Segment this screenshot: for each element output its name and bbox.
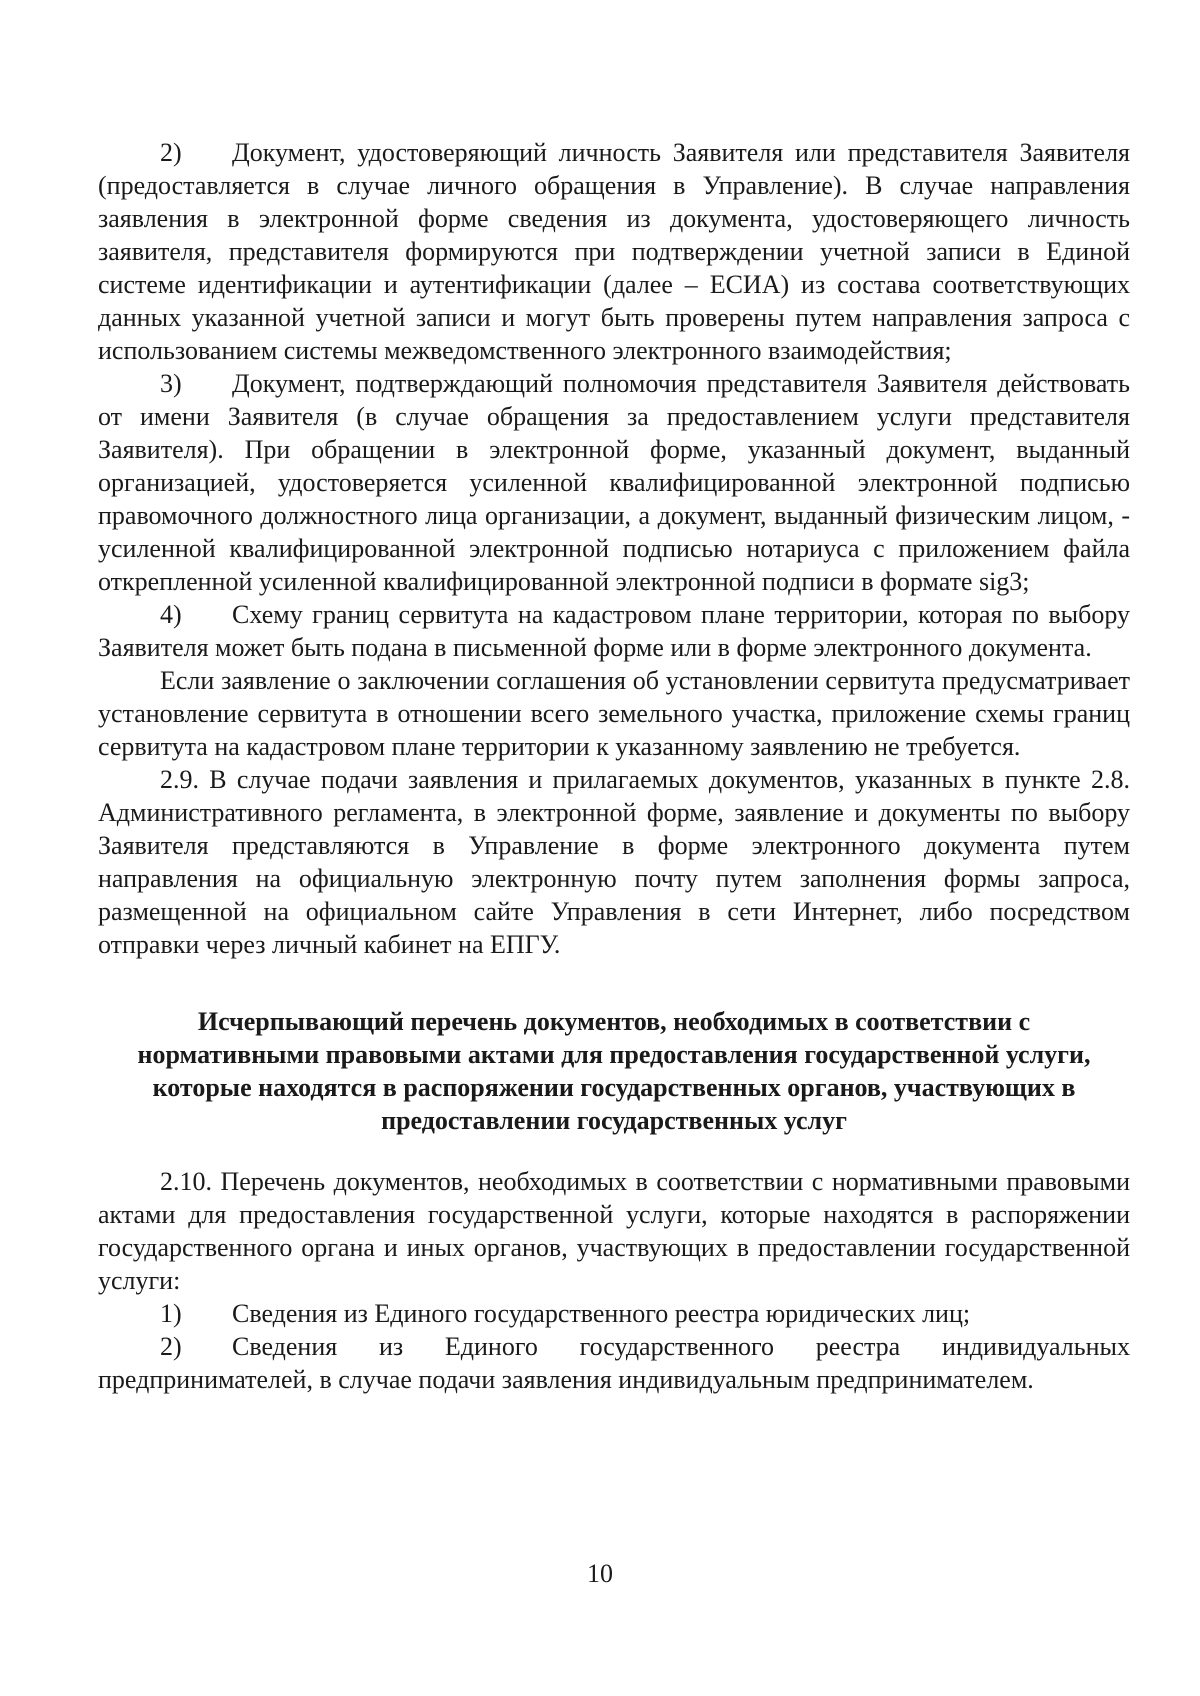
list-number: 1) [160, 1299, 182, 1328]
paragraph-2-9: 2.9. В случае подачи заявления и прилагаемых документов, указанных в пункте 2.8. Административного регламента, в электронной форме, заявление и документы по выбору Заявителя представляются в Управление в форме электронного документа путем направления на официальную электронную почту путем заполнения формы запроса, размещенной на официальном сайте Управления в сети Интернет, либо посредством отправки через личный кабинет на ЕПГУ. [98, 765, 1130, 959]
list-number: 2) [160, 1332, 182, 1361]
list-item-2-entrepreneurs-register [98, 1330, 1130, 1396]
section-spacer [98, 1137, 1130, 1165]
list-item-text: Сведения из Единого государственного реестра индивидуальных предпринимателей, в случае подачи заявления индивидуальным предпринимателем. [98, 1332, 1130, 1394]
list-item-3-authority-document [98, 367, 1130, 598]
list-item-text: Сведения из Единого государственного реестра юридических лиц; [232, 1299, 971, 1328]
list-number: 2) [160, 138, 182, 167]
paragraph-servitude-note: Если заявление о заключении соглашения об установлении сервитута предусматривает установление сервитута в отношении всего земельного участка, приложение схемы границ сервитута на кадастровом плане территории к указанному заявлению не требуется. [98, 666, 1130, 761]
list-item-1-legal-entities-register [98, 1297, 1130, 1330]
paragraph-2-10: 2.10. Перечень документов, необходимых в соответствии с нормативными правовыми актами для предоставления государственной услуги, которые находятся в распоряжении государственного органа и иных органов, участвующих в предоставлении государственной услуги: [98, 1167, 1130, 1295]
section-heading: Исчерпывающий перечень документов, необходимых в соответствии с нормативными правовыми актами для предоставления государственной услуги, которые находятся в распоряжении государственных органов, участвующих в предоставлении государственных услуг [137, 1007, 1091, 1135]
page-number: 10 [587, 1559, 613, 1588]
list-number: 4) [160, 600, 182, 629]
list-item-text: Документ, подтверждающий полномочия представителя Заявителя действовать от имени Заявителя (в случае обращения за предоставлением услуги представителя Заявителя). При обращении в электронной форме, указанный документ, выданный организацией, удостоверяется усиленной квалифицированной электронной подписью правомочного должностного лица организации, а документ, выданный физическим лицом, - усиленной квалифицированной электронной подписью нотариуса с приложением файла открепленной усиленной квалифицированной электронной подписи в формате sig3; [98, 369, 1130, 596]
page-content [98, 136, 1130, 1396]
list-item-text: Документ, удостоверяющий личность Заявителя или представителя Заявителя (предоставляется в случае личного обращения в Управление). В случае направления заявления в электронной форме сведения из документа, удостоверяющего личность заявителя, представителя формируются при подтверждении учетной записи в Единой системе идентификации и аутентификации (далее – ЕСИА) из состава соответствующих данных указанной учетной записи и могут быть проверены путем направления запроса с использованием системы межведомственного электронного взаимодействия; [98, 138, 1130, 365]
list-number: 3) [160, 369, 182, 398]
list-item-4-servitude-scheme [98, 598, 1130, 664]
section-spacer [98, 961, 1130, 1005]
list-item-2-identity-document [98, 136, 1130, 367]
list-item-text: Схему границ сервитута на кадастровом плане территории, которая по выбору Заявителя может быть подана в письменной форме или в форме электронного документа. [98, 600, 1130, 662]
